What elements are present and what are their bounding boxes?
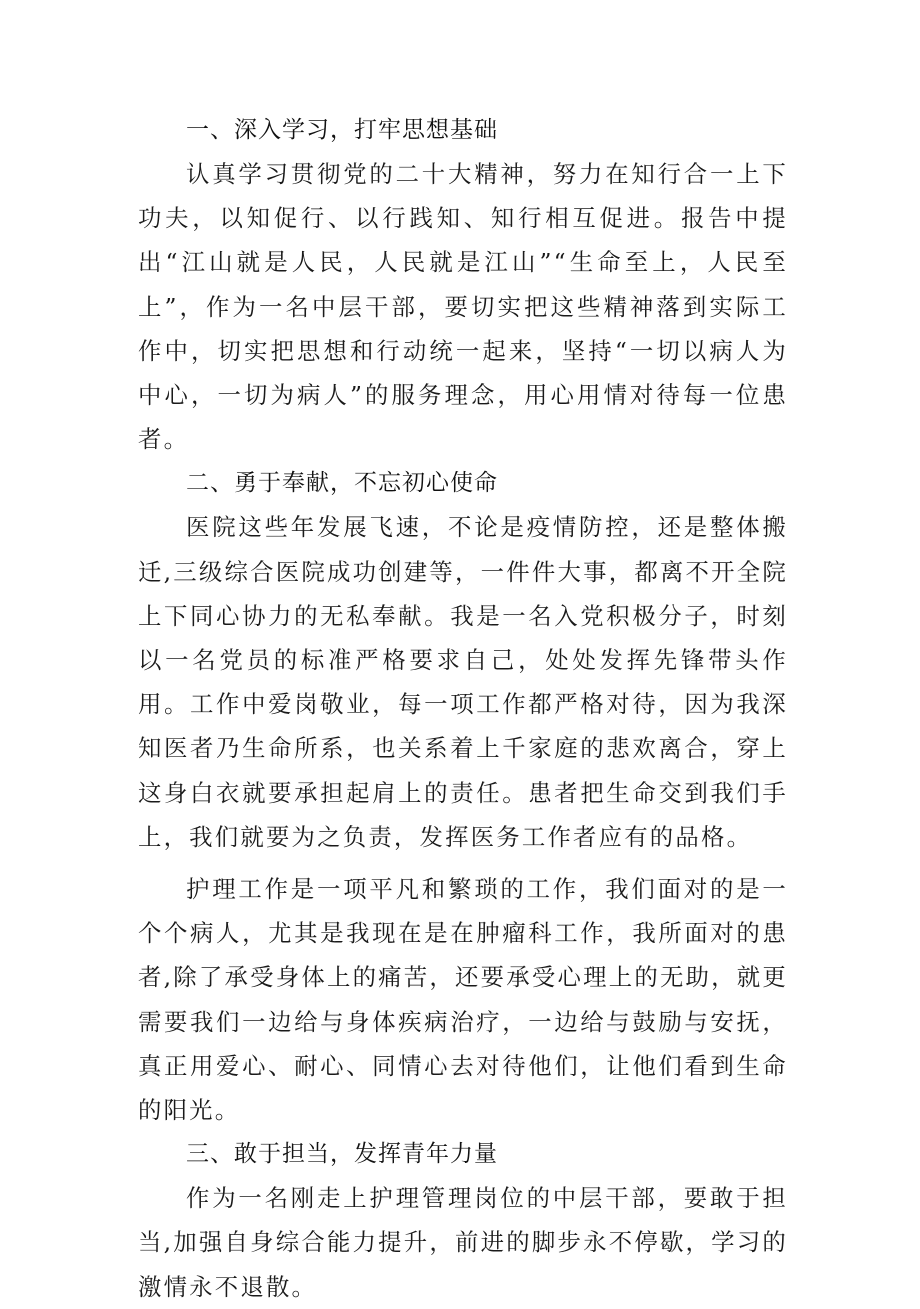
section-heading-2: 二、勇于奉献，不忘初心使命 bbox=[186, 470, 498, 497]
paragraph-2: 医院这些年发展飞速，不论是疫情防控，还是整体搬迁,三级综合医院成功创建等，一件件大事，都离不开全院上下同心协力的无私奉献。我是一名入党积极分子，时刻以一名党员的标准严格要求自己，处处发挥先锋带头作用。工作中爱岗敬业，每一项工作都严格对待，因为我深知医者乃生命所系，也关系着上千家庭的悲欢离合，穿上这身白衣就要承担起肩上的责任。患者把生命交到我们手上，我们就要为之负责，发挥医务工作者应有的品格。 bbox=[138, 513, 788, 851]
paragraph-3: 护理工作是一项平凡和繁琐的工作，我们面对的是一个个病人，尤其是我现在是在肿瘤科工作，我所面对的患者,除了承受身体上的痛苦，还要承受心理上的无助，就更需要我们一边给与身体疾病治疗，一边给与鼓励与安抚，真正用爱心、耐心、同情心去对待他们，让他们看到生命的阳光。 bbox=[138, 875, 788, 1125]
section-heading-1: 一、深入学习，打牢思想基础 bbox=[186, 117, 498, 143]
paragraph-4: 作为一名刚走上护理管理岗位的中层干部，要敢于担当,加强自身综合能力提升，前进的脚步永不停歇，学习的激情永不退散。 bbox=[138, 1184, 788, 1301]
document-body bbox=[138, 108, 788, 1309]
section-heading-3: 三、敢于担当，发挥青年力量 bbox=[186, 1141, 498, 1168]
paragraph-1: 认真学习贯彻党的二十大精神，努力在知行合一上下功夫，以知促行、以行践知、知行相互促进。报告中提出“江山就是人民，人民就是江山”“生命至上，人民至上”，作为一名中层干部，要切实把这些精神落到实际工作中，切实把思想和行动统一起来，坚持“一切以病人为中心，一切为病人”的服务理念，用心用情对待每一位患者。 bbox=[138, 160, 788, 454]
